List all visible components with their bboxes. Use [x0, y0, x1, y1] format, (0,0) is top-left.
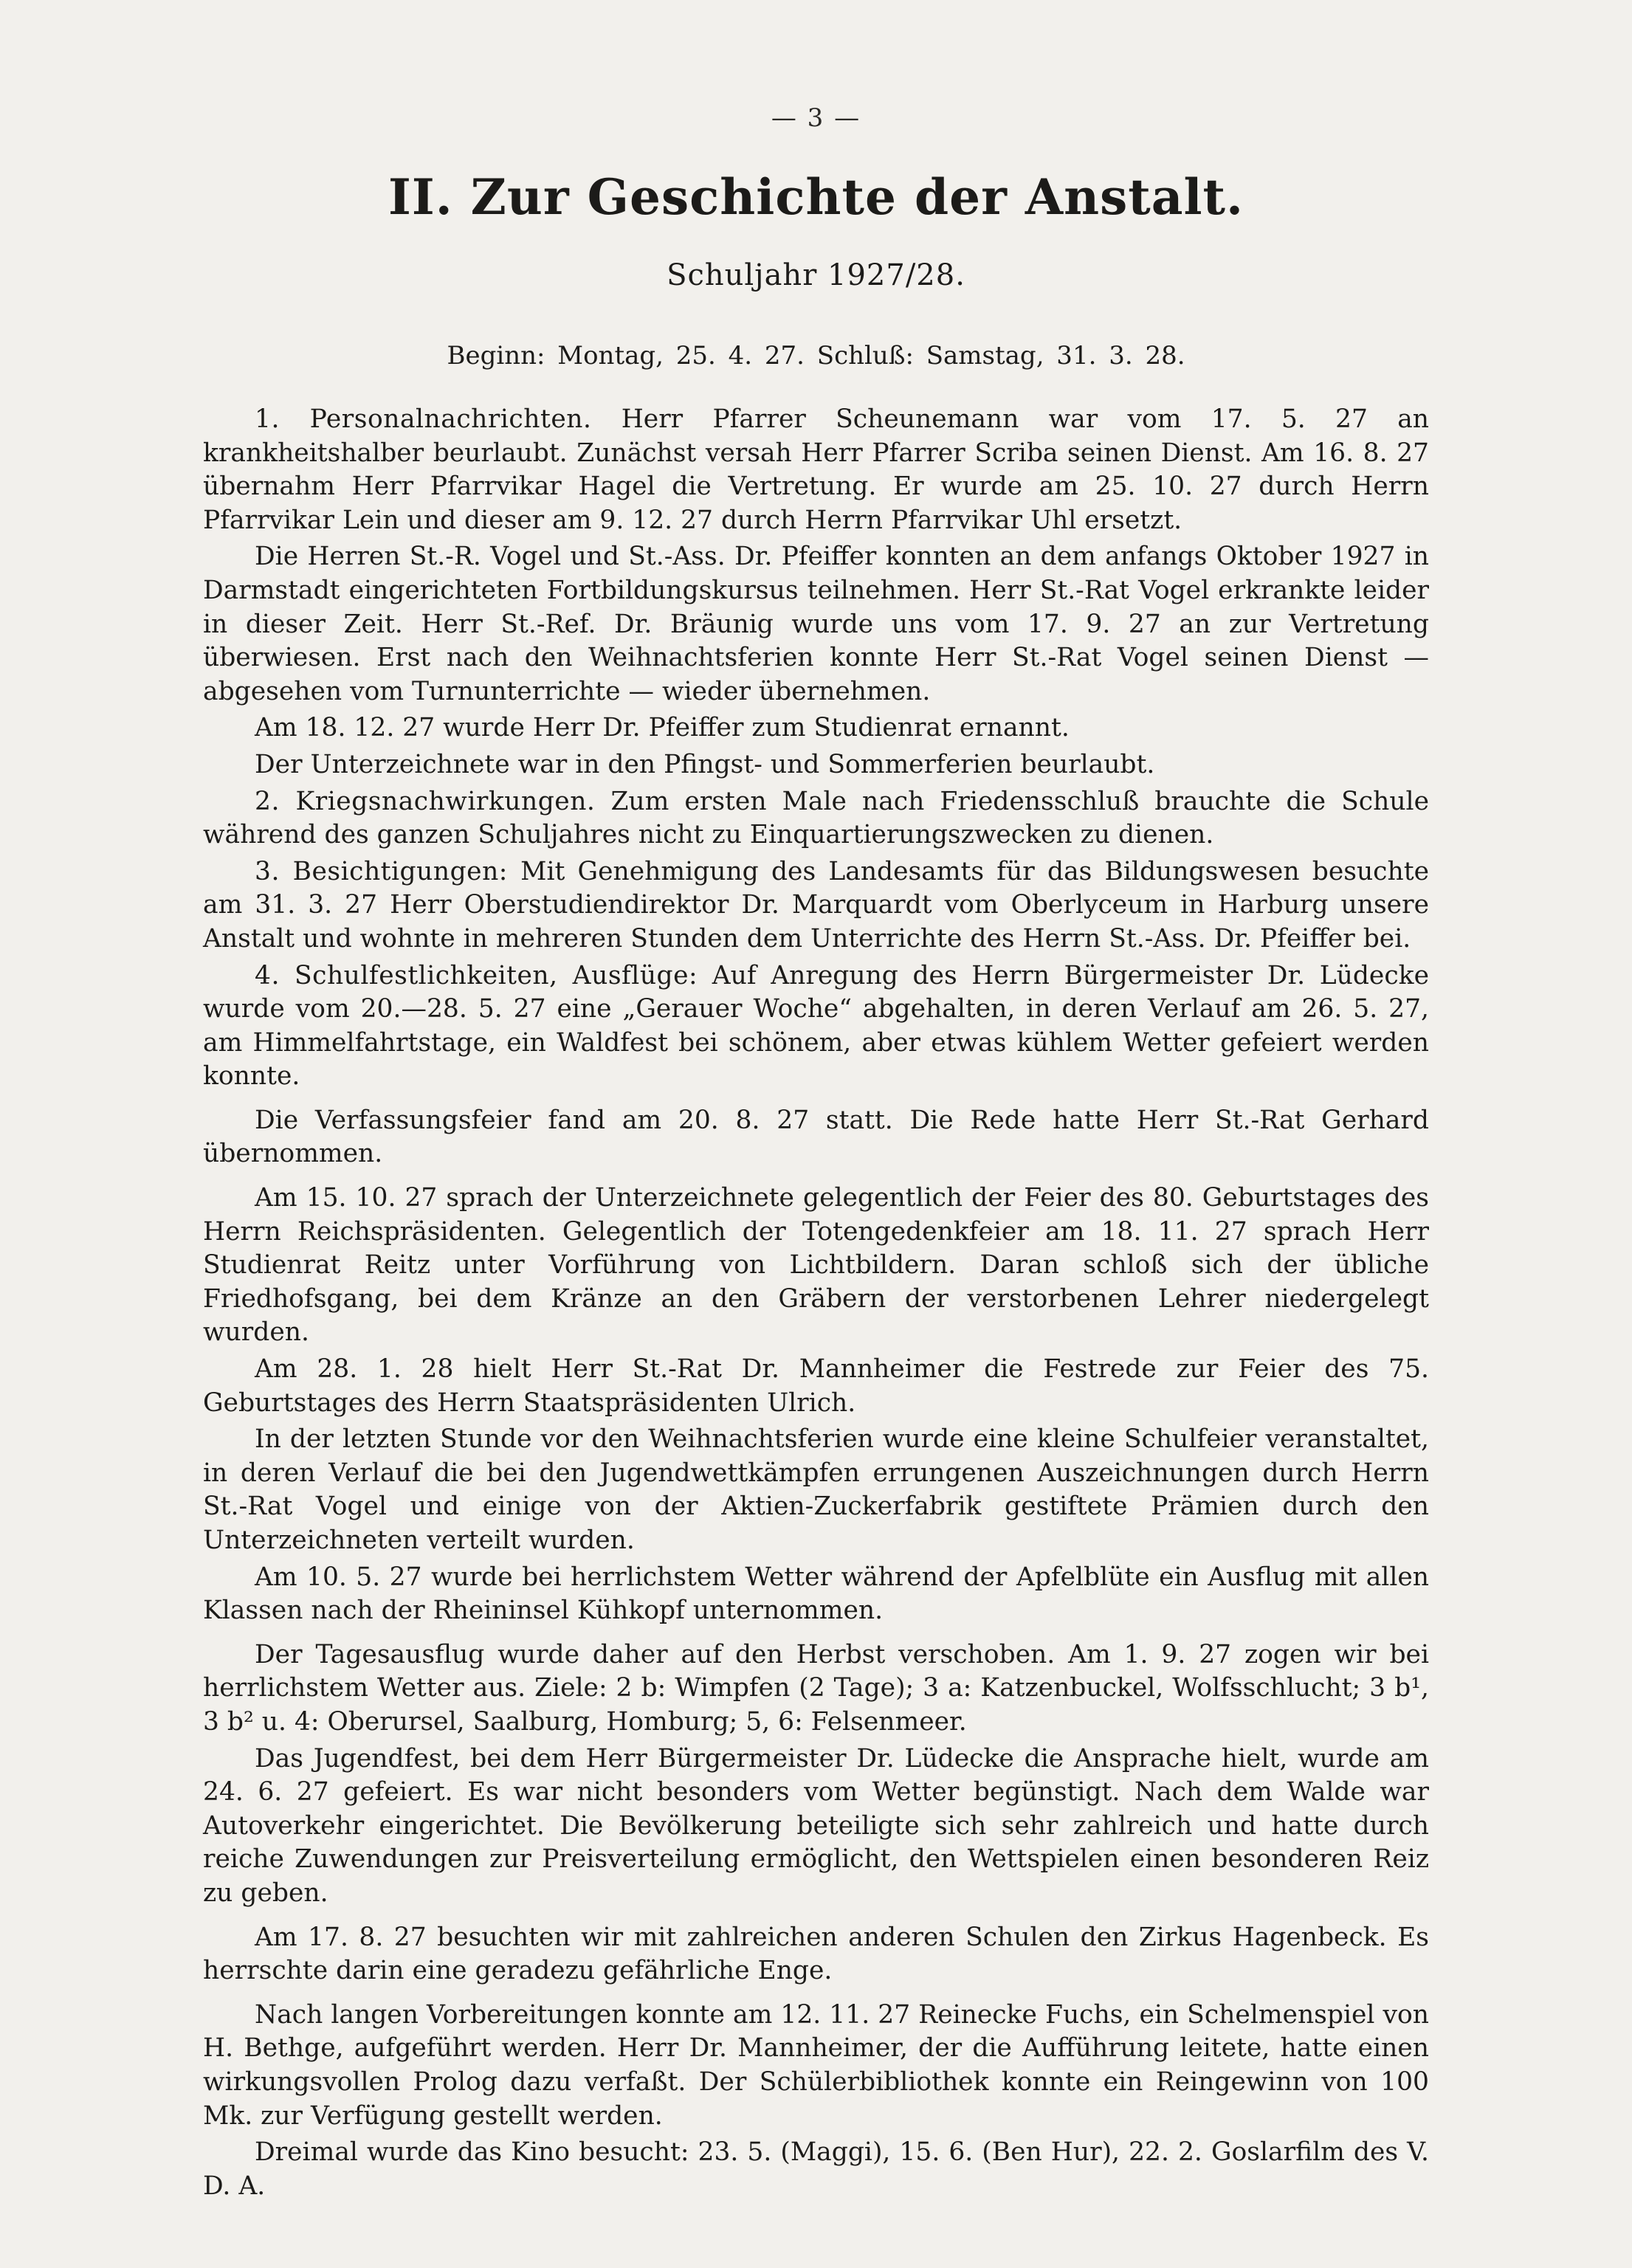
paragraph-text: Der Tagesausflug wurde daher auf den Herbst verschoben. Am 1. 9. 27 zogen wir bei herrlichstem Wetter aus. Ziele: 2 b: Wimpfen (2 Tage); 3 a: Katzenbuckel, Wolfsschlucht; 3 b¹, 3 b² u. 4: Oberursel, Saalburg, Homburg; 5, 6: Felsenmeer.	[203, 1639, 1429, 1737]
paragraph	[203, 1921, 1429, 1988]
paragraph-text: Mit Genehmigung des Landesamts für das Bildungswesen besuchte am 31. 3. 27 Herr Oberstudiendirektor Dr. Marquardt vom Oberlyceum in Harburg unsere Anstalt und wohnte in mehreren Stunden dem Unterrichte des Herrn St.-Ass. Dr. Pfeiffer bei.	[203, 856, 1430, 954]
paragraph-text: Die Verfassungsfeier fand am 20. 8. 27 statt. Die Rede hatte Herr St.-Rat Gerhard übernommen.	[203, 1105, 1429, 1169]
section-heading: 3. Besichtigungen:	[255, 856, 508, 886]
paragraph	[203, 2136, 1429, 2203]
paragraph	[203, 1743, 1429, 1911]
paragraph	[203, 1423, 1429, 1557]
paragraph-text: Am 15. 10. 27 sprach der Unterzeichnete gelegentlich der Feier des 80. Geburtstages des Herrn Reichspräsidenten. Gelegentlich der Totengedenkfeier am 18. 11. 27 sprach Herr Studienrat Reitz unter Vorführung von Lichtbildern. Daran schloß sich der übliche Friedhofsgang, bei dem Kränze an den Gräbern der verstorbenen Lehrer niedergelegt wurden.	[203, 1183, 1429, 1348]
paragraph	[203, 1561, 1429, 1628]
paragraph	[203, 1104, 1429, 1171]
paragraph	[203, 711, 1429, 745]
section-heading: 2. Kriegsnachwirkungen.	[255, 786, 596, 816]
paragraph-text: Am 10. 5. 27 wurde bei herrlichstem Wetter während der Apfelblüte ein Ausflug mit allen Klassen nach der Rheininsel Kühkopf unternommen.	[203, 1562, 1429, 1626]
paragraph-schulfestlichkeiten	[203, 959, 1429, 1094]
page-number: — 3 —	[771, 103, 861, 133]
paragraph	[203, 1638, 1429, 1740]
paragraph-text: Die Herren St.-R. Vogel und St.-Ass. Dr. Pfeiffer konnten an dem anfangs Oktober 1927 in Darmstadt eingerichteten Fortbildungskursus teilnehmen. Herr St.-Rat Vogel erkrankte leider in dieser Zeit. Herr St.-Ref. Dr. Bräunig wurde uns vom 17. 9. 27 an zur Vertretung überwiesen. Erst nach den Weihnachtsferien konnte Herr St.-Rat Vogel seinen Dienst — abgesehen vom Turnunterrichte — wieder übernehmen.	[203, 542, 1429, 706]
paragraph-text: Am 28. 1. 28 hielt Herr St.-Rat Dr. Mannheimer die Festrede zur Feier des 75. Geburtstages des Herrn Staatspräsidenten Ulrich.	[203, 1354, 1429, 1418]
chapter-title: II. Zur Geschichte der Anstalt.	[388, 168, 1244, 226]
paragraph-personalnachrichten	[203, 403, 1429, 537]
paragraph-text: Der Unterzeichnete war in den Pfingst- und Sommerferien beurlaubt.	[255, 749, 1155, 779]
paragraph	[203, 540, 1429, 709]
paragraph-text: Nach langen Vorbereitungen konnte am 12. 11. 27 Reinecke Fuchs, ein Schelmenspiel von H. Bethge, aufgeführt werden. Herr Dr. Mannheimer, der die Aufführung leitete, hatte einen wirkungsvollen Prolog dazu verfaßt. Der Schülerbibliothek konnte ein Reingewinn von 100 Mk. zur Verfügung gestellt werden.	[203, 1999, 1429, 2131]
body-text	[203, 403, 1429, 2203]
paragraph	[203, 1182, 1429, 1350]
school-year: Schuljahr 1927/28.	[667, 258, 965, 292]
paragraph-kriegsnachwirkungen	[203, 785, 1429, 852]
paragraph-text: Auf Anregung des Herrn Bürgermeister Dr. Lüdecke wurde vom 20.—28. 5. 27 eine „Gerauer Woche“ abgehalten, in deren Verlauf am 26. 5. 27, am Himmelfahrtstage, ein Waldfest bei schönem, aber etwas kühlem Wetter gefeiert werden konnte.	[203, 960, 1429, 1092]
paragraph-text: Am 18. 12. 27 wurde Herr Dr. Pfeiffer zum Studienrat ernannt.	[255, 713, 1070, 743]
term-dates: Beginn: Montag, 25. 4. 27. Schluß: Samstag, 31. 3. 28.	[447, 341, 1185, 370]
paragraph	[203, 1999, 1429, 2133]
paragraph-text: In der letzten Stunde vor den Weihnachtsferien wurde eine kleine Schulfeier veranstaltet, in deren Verlauf die bei den Jugendwettkämpfen errungenen Auszeichnungen durch Herrn St.-Rat Vogel und einige von der Aktien-Zuckerfabrik gestiftete Prämien durch den Unterzeichneten verteilt wurden.	[203, 1424, 1429, 1555]
paragraph-text: Herr Pfarrer Scheunemann war vom 17. 5. 27 an krankheitshalber beurlaubt. Zunächst versah Herr Pfarrer Scriba seinen Dienst. Am 16. 8. 27 übernahm Herr Pfarrvikar Hagel die Vertretung. Er wurde am 25. 10. 27 durch Herrn Pfarrvikar Lein und dieser am 9. 12. 27 durch Herrn Pfarrvikar Uhl ersetzt.	[203, 404, 1429, 535]
section-heading: 4. Schulfestlichkeiten, Ausflüge:	[255, 960, 698, 990]
paragraph-besichtigungen	[203, 855, 1429, 957]
paragraph-text: Zum ersten Male nach Friedensschluß brauchte die Schule während des ganzen Schuljahres nicht zu Einquartierungszwecken zu dienen.	[203, 786, 1429, 850]
paragraph	[203, 1353, 1429, 1420]
section-heading: 1. Personalnachrichten.	[255, 404, 592, 434]
paragraph-text: Das Jugendfest, bei dem Herr Bürgermeister Dr. Lüdecke die Ansprache hielt, wurde am 24. 6. 27 gefeiert. Es war nicht besonders vom Wetter begünstigt. Nach dem Walde war Autoverkehr eingerichtet. Die Bevölkerung beteiligte sich sehr zahlreich und hatte durch reiche Zuwendungen zur Preisverteilung ermöglicht, den Wettspielen einen besonderen Reiz zu geben.	[203, 1743, 1429, 1908]
paragraph-text: Am 17. 8. 27 besuchten wir mit zahlreichen anderen Schulen den Zirkus Hagenbeck. Es herrschte darin eine geradezu gefährliche Enge.	[203, 1922, 1429, 1986]
paragraph	[203, 748, 1429, 782]
paragraph-text: Dreimal wurde das Kino besucht: 23. 5. (Maggi), 15. 6. (Ben Hur), 22. 2. Goslarfilm des V. D. A.	[203, 2137, 1429, 2201]
